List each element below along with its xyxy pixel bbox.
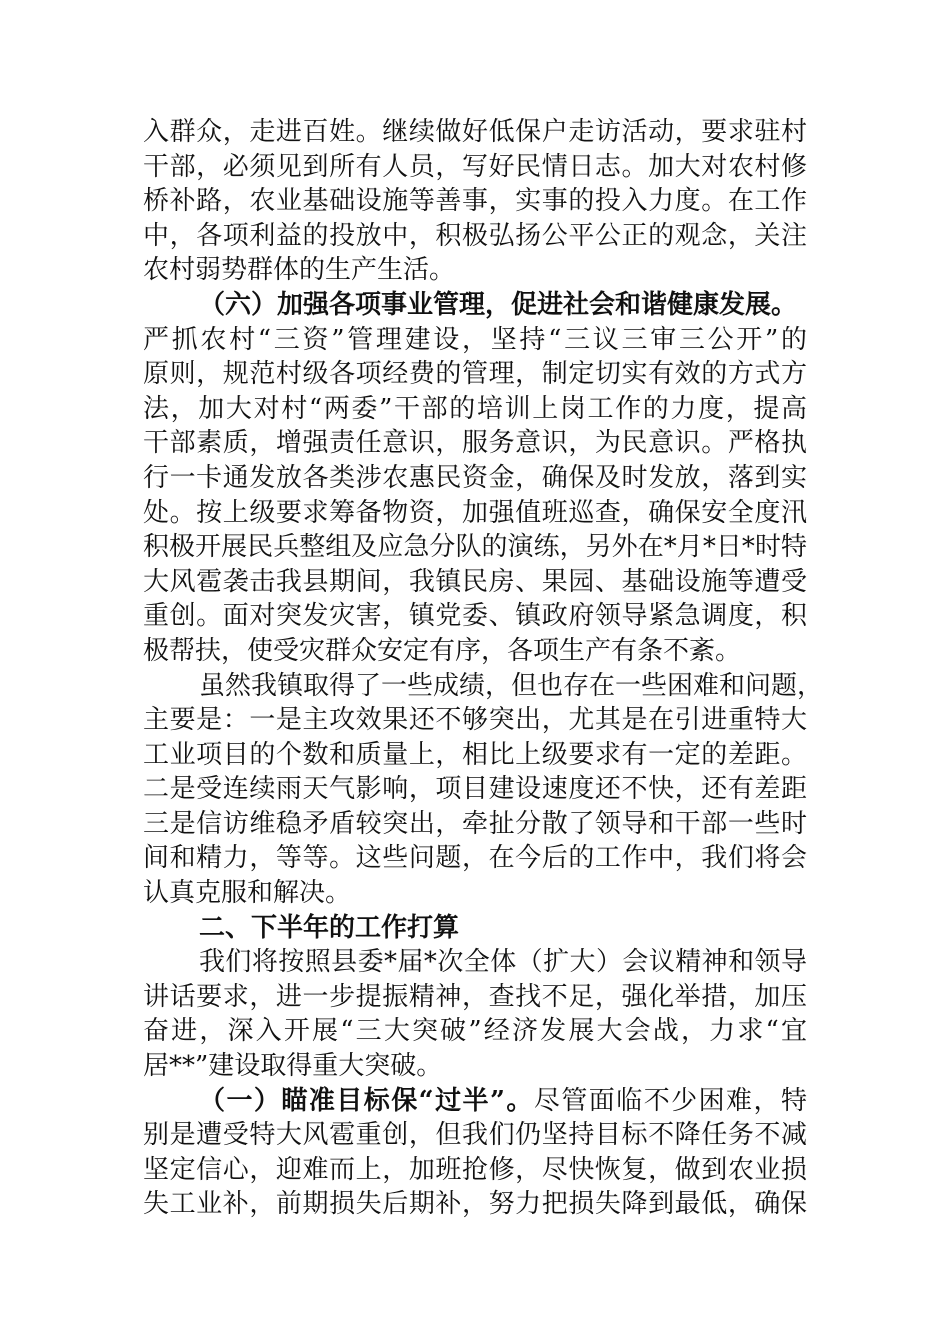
- text-line: 大风雹袭击我县期间，我镇民房、果园、基础设施等遭受: [143, 566, 807, 597]
- text-line: 讲话要求，进一步提振精神，查找不足，强化举措，加压: [143, 981, 807, 1012]
- text-line: 入群众，走进百姓。继续做好低保户走访活动，要求驻村: [143, 117, 807, 147]
- section-heading-six: （六）加强各项事业管理，促进社会和谐健康发展。: [199, 289, 798, 320]
- text-span: 尽管面临不少困难，特: [533, 1085, 807, 1116]
- text-line: 别是遭受特大风雹重创，但我们仍坚持目标不降任务不减: [143, 1120, 807, 1151]
- text-line: 二是受连续雨天气影响，项目建设速度还不快，还有差距: [143, 774, 807, 805]
- text-line: 积极开展民兵整组及应急分队的演练，另外在*月*日*时特: [143, 532, 807, 563]
- text-line: 处。按上级要求筹备物资，加强值班巡查，确保安全度汛: [143, 497, 807, 528]
- document-page: [143, 115, 824, 1222]
- text-line: 干部，必须见到所有人员，写好民情日志。加大对农村修: [143, 151, 807, 182]
- text-line: 法，加大对村“两委”干部的培训上岗工作的力度，提高: [143, 393, 807, 424]
- text-line: 间和精力，等等。这些问题，在今后的工作中，我们将会: [143, 843, 807, 874]
- text-line: 原则，规范村级各项经费的管理，制定切实有效的方式方: [143, 359, 807, 390]
- text-line: 坚定信心，迎难而上，加班抢修，尽快恢复，做到农业损: [143, 1154, 807, 1185]
- text-line: 认真克服和解决。: [143, 878, 352, 909]
- text-line: 桥补路，农业基础设施等善事，实事的投入力度。在工作: [143, 186, 807, 217]
- subsection-line-one: [143, 1084, 807, 1119]
- text-line: 极帮扶，使受灾群众安定有序，各项生产有条不紊。: [143, 635, 742, 666]
- text-line: 干部素质，增强责任意识，服务意识，为民意识。严格执: [143, 428, 807, 459]
- text-line: 奋进，深入开展“三大突破”经济发展大会战，力求“宜: [143, 1016, 807, 1047]
- text-line: 主要是：一是主攻效果还不够突出，尤其是在引进重特大: [143, 705, 807, 736]
- text-line: 重创。面对突发灾害，镇党委、镇政府领导紧急调度，积: [143, 601, 807, 632]
- text-line: 工业项目的个数和质量上，相比上级要求有一定的差距。: [143, 739, 807, 770]
- text-line: 严抓农村“三资”管理建设，坚持“三议三审三公开”的: [143, 324, 807, 355]
- text-line: 三是信访维稳矛盾较突出，牵扯分散了领导和干部一些时: [143, 808, 807, 839]
- section-title-second-half-plan: 二、下半年的工作打算: [199, 912, 460, 943]
- subsection-heading-one: （一）瞄准目标保“过半”。: [199, 1085, 534, 1116]
- paragraph-first-line: 虽然我镇取得了一些成绩，但也存在一些困难和问题，: [199, 670, 824, 701]
- text-line: 中，各项利益的投放中，积极弘扬公平公正的观念，关注: [143, 220, 807, 251]
- paragraph-first-line: 我们将按照县委*届*次全体（扩大）会议精神和领导: [199, 947, 807, 978]
- text-line: 农村弱势群体的生产生活。: [143, 255, 456, 286]
- text-line: 行一卡通发放各类涉农惠民资金，确保及时发放，落到实: [143, 462, 807, 493]
- text-line: 失工业补，前期损失后期补，努力把损失降到最低，确保: [143, 1189, 807, 1220]
- text-line: 居**”建设取得重大突破。: [143, 1051, 443, 1082]
